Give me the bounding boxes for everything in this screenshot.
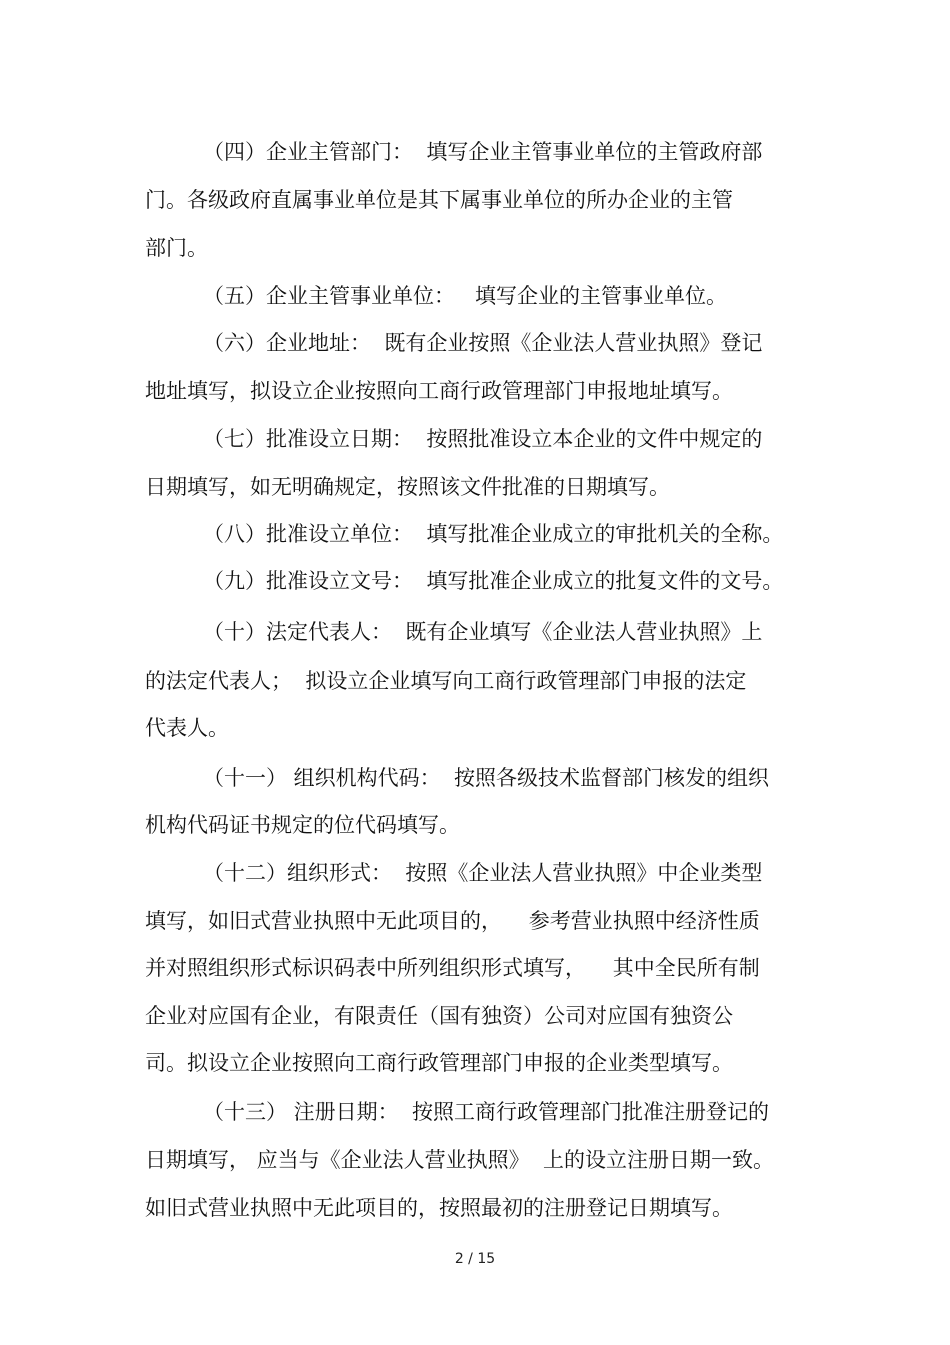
paragraph-8-line-2: 机构代码证书规定的位代码填写。 [145, 813, 460, 837]
paragraph-10-line-1: （十三） 注册日期： 按照工商行政管理部门批准注册登记的 [203, 1100, 770, 1124]
paragraph-7-line-2: 的法定代表人； 拟设立企业填写向工商行政管理部门申报的法定 [145, 669, 747, 693]
paragraph-9-line-2: 填写，如旧式营业执照中无此项目的， 参考营业执照中经济性质 [145, 909, 760, 933]
paragraph-7-line-1: （十）法定代表人： 既有企业填写《企业法人营业执照》上 [203, 620, 763, 644]
paragraph-6-line-1: （九）批准设立文号： 填写批准企业成立的批复文件的文号。 [203, 569, 784, 593]
paragraph-9-line-3: 并对照组织形式标识码表中所列组织形式填写， 其中全民所有制 [145, 956, 760, 980]
paragraph-3-line-2: 地址填写，拟设立企业按照向工商行政管理部门申报地址填写。 [145, 379, 733, 403]
page-number: 2 / 15 [454, 1251, 496, 1267]
paragraph-1-line-1: （四）企业主管部门： 填写企业主管事业单位的主管政府部 [203, 140, 763, 164]
paragraph-9-line-5: 司。拟设立企业按照向工商行政管理部门申报的企业类型填写。 [145, 1051, 733, 1075]
paragraph-2-line-1: （五）企业主管事业单位： 填写企业的主管事业单位。 [203, 284, 728, 308]
paragraph-1-line-3: 部门。 [145, 236, 208, 260]
paragraph-4-line-1: （七）批准设立日期： 按照批准设立本企业的文件中规定的 [203, 427, 763, 451]
paragraph-3-line-1: （六）企业地址： 既有企业按照《企业法人营业执照》登记 [203, 331, 763, 355]
paragraph-1-line-2: 门。各级政府直属事业单位是其下属事业单位的所办企业的主管 [145, 188, 733, 212]
paragraph-9-line-1: （十二）组织形式： 按照《企业法人营业执照》中企业类型 [203, 861, 763, 885]
paragraph-10-line-2: 日期填写， 应当与《企业法人营业执照》 上的设立注册日期一致。 [145, 1148, 775, 1172]
paragraph-4-line-2: 日期填写，如无明确规定，按照该文件批准的日期填写。 [145, 475, 670, 499]
paragraph-10-line-3: 如旧式营业执照中无此项目的，按照最初的注册登记日期填写。 [145, 1196, 733, 1220]
paragraph-8-line-1: （十一） 组织机构代码： 按照各级技术监督部门核发的组织 [203, 766, 770, 790]
paragraph-5-line-1: （八）批准设立单位： 填写批准企业成立的审批机关的全称。 [203, 522, 784, 546]
paragraph-9-line-4: 企业对应国有企业，有限责任（国有独资）公司对应国有独资公 [145, 1004, 733, 1028]
paragraph-7-line-3: 代表人。 [145, 716, 229, 740]
